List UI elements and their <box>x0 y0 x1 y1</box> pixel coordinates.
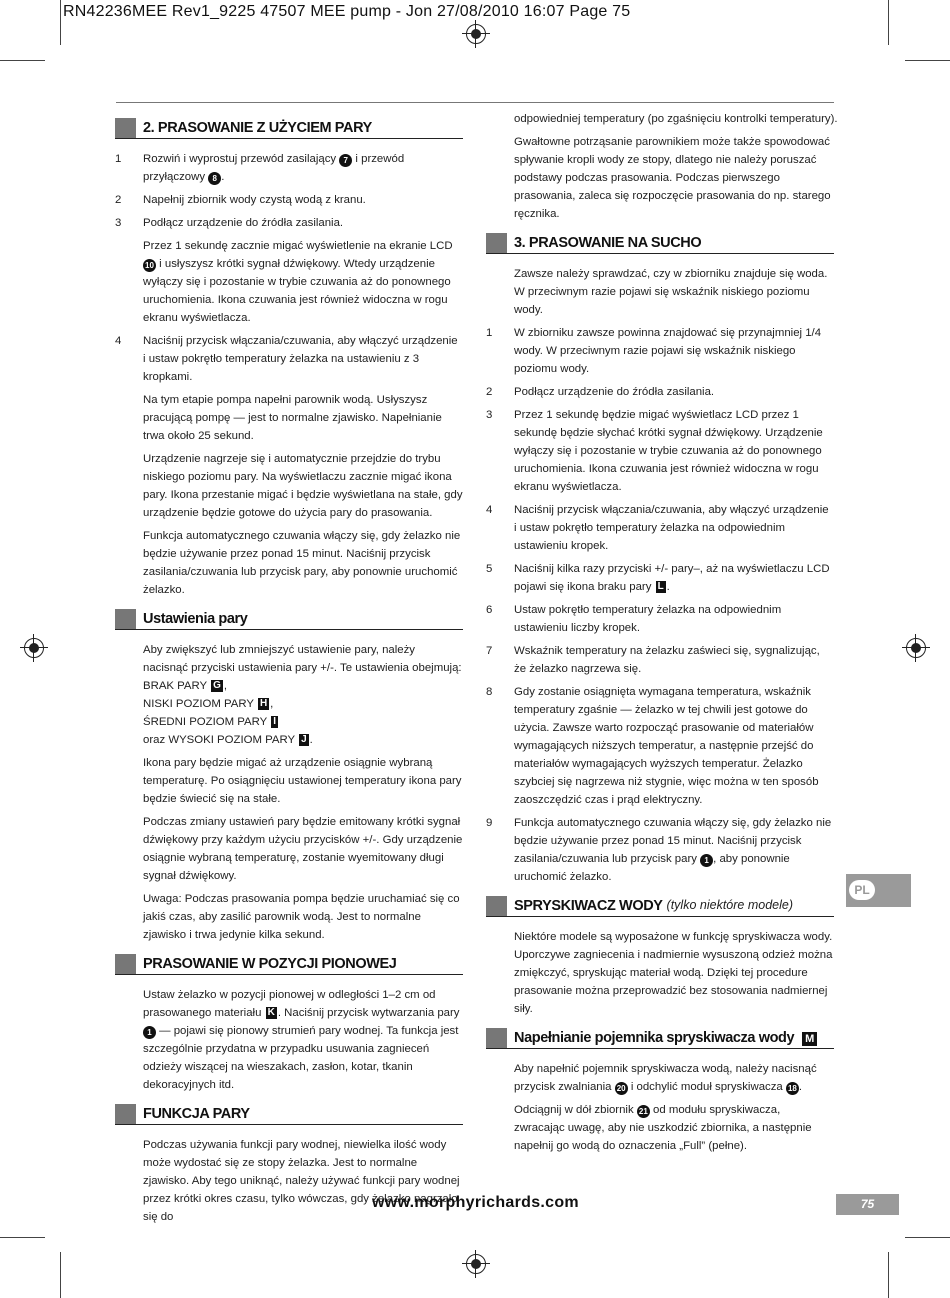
paragraph: Ikona pary będzie migać aż urządzenie osiągnie wybraną temperaturę. Po osiągnięciu ustawionej temperatury ikona pary będzie świecić się na stałe. <box>143 757 462 805</box>
list-item: 2 Napełnij zbiornik wody czystą wodą z kranu. <box>115 194 366 206</box>
heading-square <box>115 954 136 974</box>
section-heading: Napełnianie pojemnika spryskiwacza wody M <box>486 1026 834 1049</box>
paragraph: Niektóre modele są wyposażone w funkcję spryskiwacza wody. Uporczywe zagniecenia i nadmiernie wysuszoną odzież można zmiękczyć, spryskując materiał wodą. Dzięki tej procedure prasowanie można przeprowadzić bez stosowania nadmiernej siły. <box>514 931 833 1015</box>
paragraph: Przez 1 sekundę zacznie migać wyświetlenie na ekranie LCD 10 i usłyszysz krótki sygnał dźwiękowy. Wtedy urządzenie wyłączy się i pozostanie w trybie czuwania aż do ponownego uruchomienia. Ikona czuwania jest również widoczna w rogu ekranu wyświetlacza. <box>143 240 453 324</box>
crop-mark <box>0 60 45 61</box>
paragraph: Odciągnij w dół zbiornik 21 od modułu spryskiwacza, zwracając uwagę, aby nie uszkodzić zbiornika, a następnie napełnij go wodą do oznaczenia „Full” (pełne). <box>514 1104 812 1152</box>
crop-mark <box>60 1252 61 1298</box>
list-item: 8 Gdy zostanie osiągnięta wymagana temperatura, wskaźnik temperatury zgaśnie — żelazko w tej chwili jest gotowe do użycia. Zawsze warto rozpocząć prasowanie od materiałów wymagających niższych temperatur, a następnie przejść do materiałów wymagających wyższych temperatur. Żelazko szybciej się nagrzewa niż stygnie, więc można w ten sposób zaoszczędzić czas i prąd elektryczny. <box>486 686 819 806</box>
part-number-icon: 7 <box>339 154 352 167</box>
list-item: 6 Ustaw pokrętło temperatury żelazka na odpowiednim ustawieniu liczby kropek. <box>486 604 782 634</box>
paragraph: Uwaga: Podczas prasowania pompa będzie uruchamiać się co jakiś czas, aby zasilić parownik wodą. Jest to normalne zjawisko i trwa jedynie kilka sekund. <box>143 893 460 941</box>
steam-icon-label: I <box>273 716 277 727</box>
heading-square <box>115 118 136 138</box>
paragraph: Na tym etapie pompa napełni parownik wodą. Usłyszysz pracującą pompę — jest to normalne zjawisko. Napełnianie trwa około 25 sekund. <box>143 394 442 442</box>
list-item: 7 Wskaźnik temperatury na żelazku zaświeci się, sygnalizując, że żelazko nagrzewa się. <box>486 645 820 675</box>
paragraph: Podczas zmiany ustawień pary będzie emitowany krótki sygnał dźwiękowy przy każdym użyciu przycisków +/-. Gdy urządzenie osiągnie wybraną temperaturę, zostanie wyemitowany długi sygnał dźwiękowy. <box>143 816 463 882</box>
list-item: 4 Naciśnij przycisk włączania/czuwania, aby włączyć urządzenie i ustaw pokrętło temperatury żelazka na odpowiednim ustawieniu kropek. <box>486 504 829 552</box>
part-number-icon: 1 <box>700 854 713 867</box>
figure-label: M <box>802 1032 817 1046</box>
heading-square <box>115 1104 136 1124</box>
crop-mark <box>60 0 61 45</box>
paragraph: Gwałtowne potrząsanie parownikiem może także spowodować spływanie kropli wody ze stopy, dlatego nie należy poruszać podstawy podczas prasowania. Podczas pierwszego prasowania, zaleca się rozpoczęcie prasowania do np. starego ręcznika. <box>514 136 831 220</box>
list-item: 5 Naciśnij kilka razy przyciski +/- pary–, aż na wyświetlaczu LCD pojawi się ikona braku pary L . <box>486 563 830 593</box>
figure-label: K <box>267 1007 275 1018</box>
list-item: 1 Rozwiń i wyprostuj przewód zasilający 7 i przewód przyłączowy 8 . <box>115 153 405 183</box>
language-tab-label: PL <box>849 880 875 900</box>
left-column <box>115 114 463 1231</box>
registration-mark-icon <box>906 638 926 658</box>
list-item: 3 Podłącz urządzenie do źródła zasilania. <box>115 217 344 229</box>
steam-icon-label: H <box>259 698 268 709</box>
slug-line: RN42236MEE Rev1_9225 47507 MEE pump - Jon 27/08/2010 16:07 Page 75 <box>63 3 631 20</box>
heading-square <box>115 609 136 629</box>
part-number-icon: 1 <box>143 1026 156 1039</box>
paragraph: Podczas używania funkcji pary wodnej, niewielka ilość wody może wydostać się ze stopy żelazka. Jest to normalne zjawisko. Aby tego uniknąć, należy używać funkcji pary wodnej przez krótki okres czasu, tylko wówczas, gdy żelazko nagrzało się do <box>143 1139 460 1223</box>
paragraph: Ustaw żelazko w pozycji pionowej w odległości 1–2 cm od prasowanego materiału K . Naciśnij przycisk wytwarzania pary 1 — pojawi się pionowy strumień pary wodnej. Ta funkcja jest szczególnie przydatna w przypadku usuwania zagnieceń odzieży wiszącej na wieszakach, zasłon, kotar, tkanin dekoracyjnych itd. <box>143 989 460 1091</box>
list-item: 2 Podłącz urządzenie do źródła zasilania. <box>486 386 715 398</box>
heading-square <box>486 896 507 916</box>
top-rule <box>116 102 834 103</box>
page-number: 75 <box>836 1194 899 1215</box>
crop-mark <box>888 0 889 45</box>
part-number-icon: 18 <box>786 1082 799 1095</box>
paragraph: odpowiedniej temperatury (po zgaśnięciu kontrolki temperatury). <box>514 113 838 125</box>
paragraph: Aby zwiększyć lub zmniejszyć ustawienie pary, należy nacisnąć przyciski ustawienia pary +/-. Te ustawienia obejmują: BRAK PARY G , NISKI POZIOM PARY H , ŚREDNI POZIOM PARY I oraz WYSOKI POZIOM PARY J . <box>143 644 462 746</box>
right-column <box>486 110 838 1160</box>
heading-square <box>486 233 507 253</box>
registration-mark-icon <box>466 24 486 44</box>
section-heading: PRASOWANIE W POZYCJI PIONOWEJ <box>115 952 463 975</box>
part-number-icon: 21 <box>637 1105 650 1118</box>
paragraph: Funkcja automatycznego czuwania włączy się, gdy żelazko nie będzie używanie przez ponad 15 minut. Naciśnij przycisk zasilania/czuwania lub przycisk pary, aby ponownie uruchomić żelazko. <box>143 530 461 596</box>
part-number-icon: 8 <box>208 172 221 185</box>
list-item: 3 Przez 1 sekundę będzie migać wyświetlacz LCD przez 1 sekundę będzie słychać krótki sygnał dźwiękowy. Urządzenie wyłączy się i pozostanie w trybie czuwania aż do ponownego uruchomienia. Ikona czuwania jest również widoczna w rogu ekranu wyświetlacza. <box>486 409 823 493</box>
crop-mark <box>0 1237 45 1238</box>
list-item: 1 W zbiorniku zawsze powinna znajdować się przynajmniej 1/4 wody. W przeciwnym razie pojawi się wskaźnik niskiego poziomu wody. <box>486 327 822 375</box>
part-number-icon: 10 <box>143 259 156 272</box>
registration-mark-icon <box>24 638 44 658</box>
section-heading: FUNKCJA PARY <box>115 1102 463 1125</box>
no-steam-icon-label: L <box>657 581 664 592</box>
steam-icon-label: J <box>301 734 307 745</box>
crop-mark <box>888 1252 889 1298</box>
list-item: 9 Funkcja automatycznego czuwania włączy się, gdy żelazko nie będzie używanie przez ponad 15 minut. Naciśnij przycisk zasilania/czuwania lub przycisk pary 1 , aby ponownie uruchomić żelazko. <box>486 817 832 883</box>
paragraph: Aby napełnić pojemnik spryskiwacza wodą, należy nacisnąć przycisk zwalniania 20 i odchylić moduł spryskiwacza 18 . <box>514 1063 817 1093</box>
section-heading: SPRYSKIWACZ WODY (tylko niektóre modele) <box>486 894 834 917</box>
section-heading: Ustawienia pary <box>115 607 463 630</box>
registration-mark-icon <box>466 1254 486 1274</box>
crop-mark <box>905 60 950 61</box>
steam-icon-label: G <box>213 680 221 691</box>
part-number-icon: 20 <box>615 1082 628 1095</box>
section-heading: 2. PRASOWANIE Z UŻYCIEM PARY <box>115 116 463 139</box>
paragraph: Zawsze należy sprawdzać, czy w zbiorniku znajduje się woda. W przeciwnym razie pojawi się wskaźnik niskiego poziomu wody. <box>514 268 828 316</box>
footer-website: www.morphyrichards.com <box>372 1194 579 1211</box>
crop-mark <box>905 1237 950 1238</box>
heading-square <box>486 1028 507 1048</box>
section-heading: 3. PRASOWANIE NA SUCHO <box>486 231 834 254</box>
list-item: 4 Naciśnij przycisk włączania/czuwania, aby włączyć urządzenie i ustaw pokrętło temperatury żelazka na ustawieniu z 3 kropkami. <box>115 335 458 383</box>
paragraph: Urządzenie nagrzeje się i automatycznie przejdzie do trybu niskiego poziomu pary. Na wyświetlaczu zacznie migać ikona pary. Ikona przestanie migać i będzie wyświetlana na stałe, gdy urządzenie będzie gotowe do użycia pary do prasowania. <box>143 453 463 519</box>
